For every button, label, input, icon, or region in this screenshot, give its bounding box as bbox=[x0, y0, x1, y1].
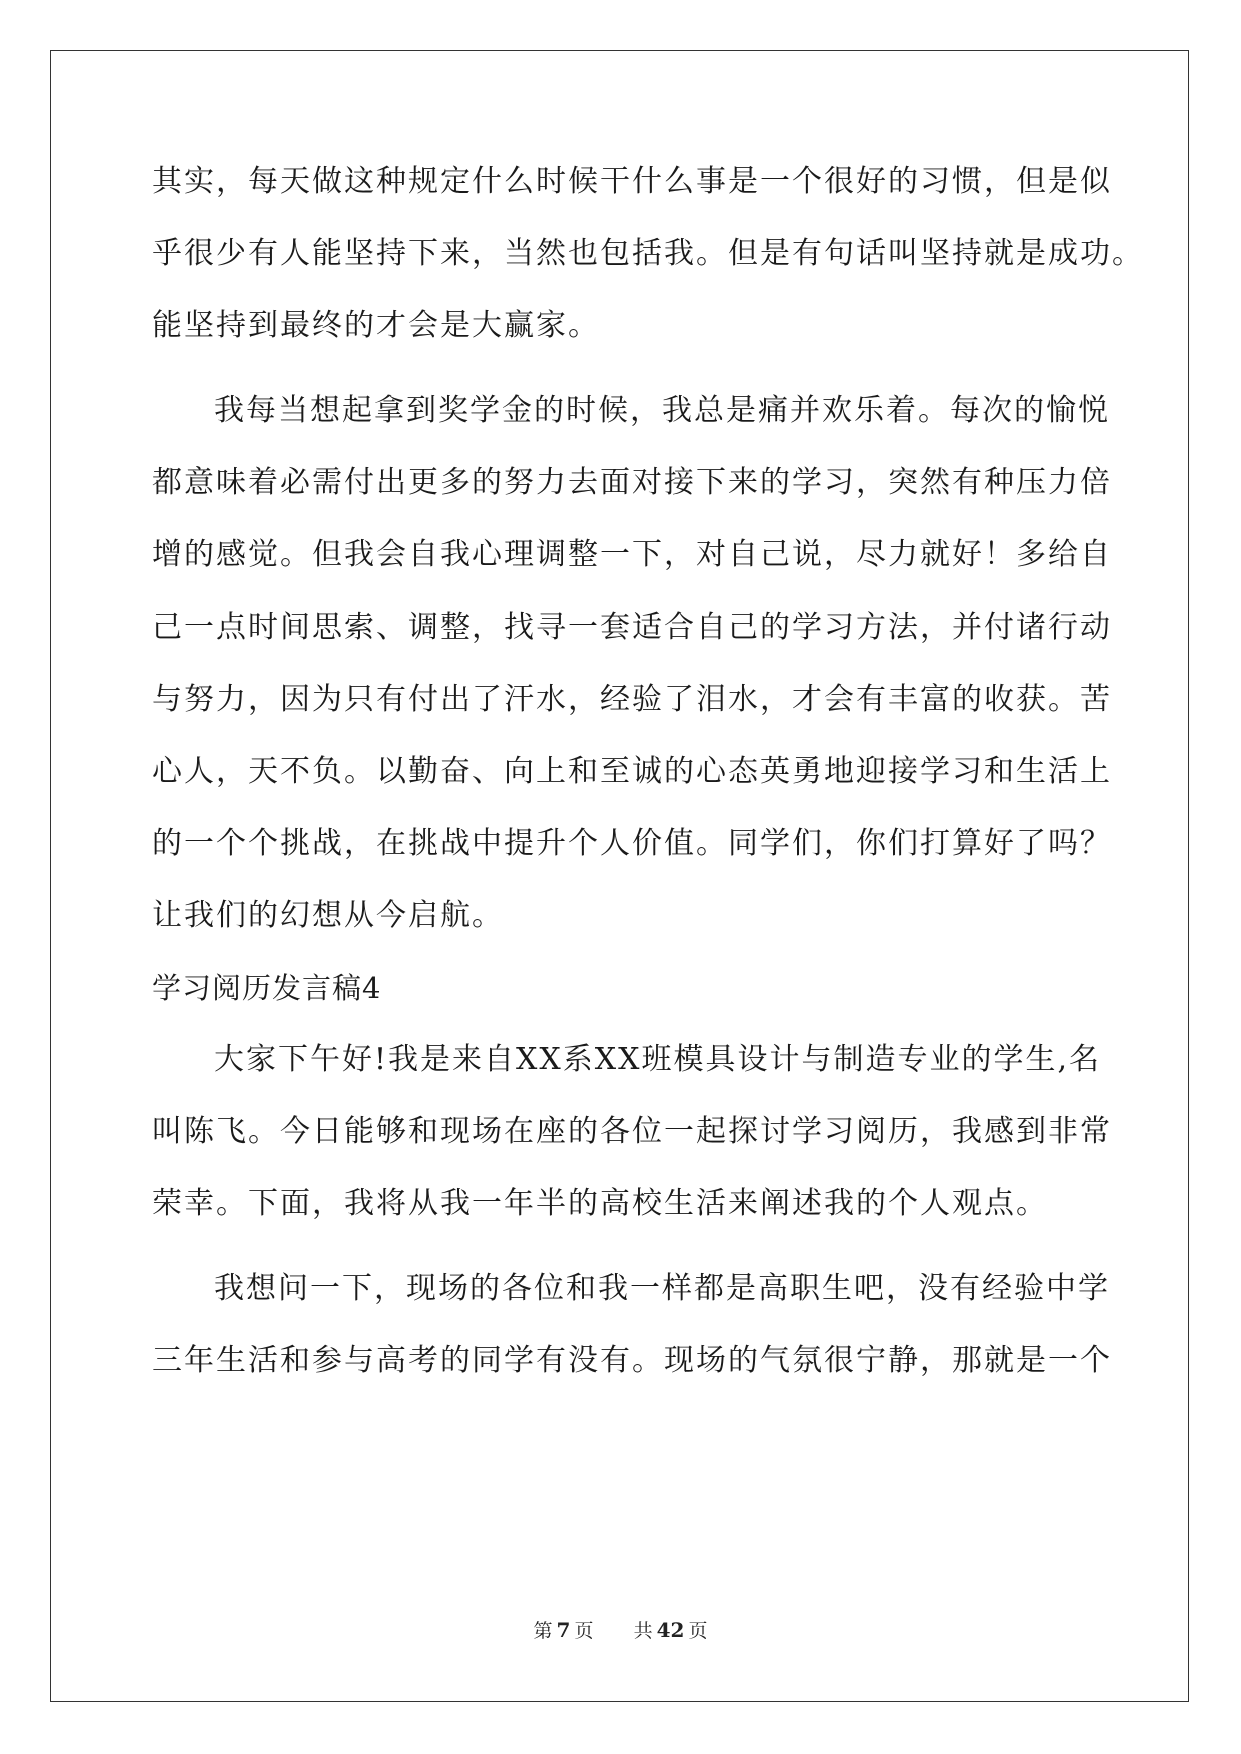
text-line: 叫陈飞。今日能够和现场在座的各位一起探讨学习阅历，我感到非常 bbox=[152, 1114, 1112, 1149]
text-line: 的一个个挑战，在挑战中提升个人价值。同学们，你们打算好了吗？ bbox=[152, 826, 1112, 861]
text-line: 让我们的幻想从今启航。 bbox=[152, 898, 504, 933]
text-line: 我每当想起拿到奖学金的时候，我总是痛并欢乐着。每次的愉悦 bbox=[214, 393, 1110, 428]
text-line: 其实，每天做这种规定什么时候干什么事是一个很好的习惯，但是似 bbox=[152, 164, 1112, 199]
text-line: 与努力，因为只有付出了汗水，经验了泪水，才会有丰富的收获。苦 bbox=[152, 682, 1112, 717]
footer-page-number: 7 bbox=[556, 1618, 571, 1642]
footer-page-suffix: 页 bbox=[574, 1620, 594, 1642]
footer-total-prefix: 共 bbox=[633, 1620, 653, 1642]
text-line: 增的感觉。但我会自我心理调整一下，对自己说，尽力就好！多给自 bbox=[152, 537, 1112, 572]
section-heading: 学习阅历发言稿4 bbox=[152, 971, 382, 1005]
footer-total-suffix: 页 bbox=[688, 1620, 708, 1642]
text-line: 己一点时间思索、调整，找寻一套适合自己的学习方法，并付诸行动 bbox=[152, 610, 1112, 645]
text-line: 乎很少有人能坚持下来，当然也包括我。但是有句话叫坚持就是成功。 bbox=[152, 236, 1144, 271]
text-line: 三年生活和参与高考的同学有没有。现场的气氛很宁静，那就是一个 bbox=[152, 1343, 1112, 1378]
footer-page-prefix: 第 bbox=[533, 1620, 553, 1642]
text-line: 大家下午好!我是来自XX系XX班模具设计与制造专业的学生,名 bbox=[214, 1042, 1102, 1077]
footer-total-pages: 42 bbox=[656, 1618, 685, 1642]
text-line: 都意味着必需付出更多的努力去面对接下来的学习，突然有种压力倍 bbox=[152, 465, 1112, 500]
page-border bbox=[50, 50, 1189, 1702]
text-line: 能坚持到最终的才会是大赢家。 bbox=[152, 308, 600, 343]
text-line: 荣幸。下面，我将从我一年半的高校生活来阐述我的个人观点。 bbox=[152, 1186, 1048, 1221]
text-line: 心人，天不负。以勤奋、向上和至诚的心态英勇地迎接学习和生活上 bbox=[152, 754, 1112, 789]
text-line: 我想问一下，现场的各位和我一样都是高职生吧，没有经验中学 bbox=[214, 1271, 1110, 1306]
page-footer bbox=[0, 1618, 1241, 1643]
